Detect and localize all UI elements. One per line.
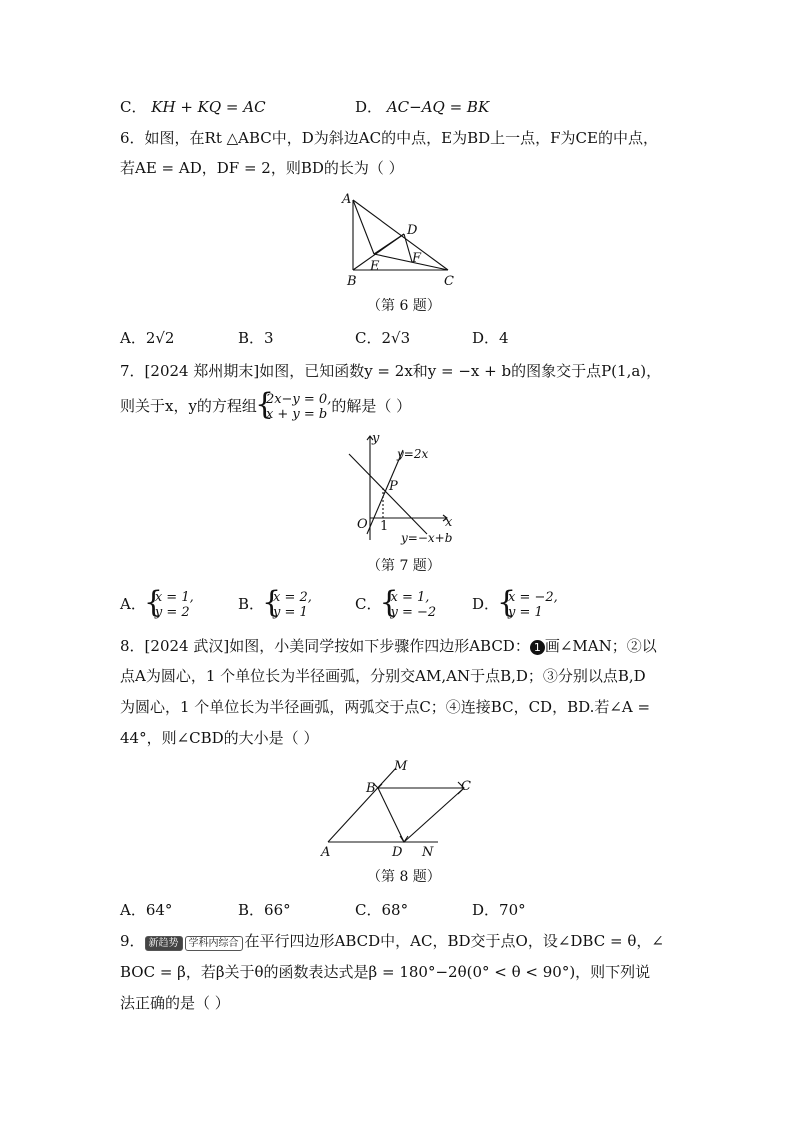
option-system (264, 590, 312, 620)
q7-option-a (120, 590, 194, 620)
q7-line-2-post: 的解是（ ） (331, 397, 412, 415)
option-label: C． (355, 595, 382, 613)
q7-label-origin: O (357, 517, 368, 532)
q7-label-one: 1 (380, 519, 389, 534)
q6-line-1: 6．如图，在Rt △ABC中，D为斜边AC的中点，E为BD上一点，F为CE的中点， (120, 129, 658, 147)
option-system-bottom: y = 1 (508, 605, 543, 620)
q6-caption: （第 6 题） (367, 298, 441, 314)
q8-option-c: C．68° (355, 901, 409, 919)
option-system (146, 590, 194, 620)
option-label: B． (238, 595, 265, 613)
option-c-prev (120, 97, 266, 117)
q8-label-c: C (461, 779, 471, 794)
q6-label-a: A (342, 192, 352, 207)
q7-system-bottom: x + y = b (265, 407, 328, 422)
q9-line-3: 法正确的是（ ） (120, 994, 230, 1012)
q7-label-line2: y=−x+b (401, 531, 453, 545)
q6-line-2: 若AE = AD，DF = 2，则BD的长为（ ） (120, 159, 404, 177)
q6-figure (330, 188, 465, 288)
q7-line-1: 7．[2024 郑州期末]如图，已知函数y = 2x和y = −x + b的图象交于点P(1,a)， (120, 362, 662, 380)
q7-label-line1: y=2x (397, 447, 429, 461)
q9-line-2: BOC = β，若β关于θ的函数表达式是β = 180°−2θ(0° < θ < 90°)，则下列说 (120, 963, 651, 981)
q8-caption: （第 8 题） (367, 869, 441, 885)
q9-line-1 (120, 931, 664, 951)
q7-system-top: 2x−y = 0, (265, 392, 332, 407)
option-d-prev (355, 97, 489, 117)
q7-option-c (355, 590, 436, 620)
q7-line-2-pre: 则关于x，y的方程组 (120, 397, 257, 415)
q7-line-2 (120, 392, 411, 422)
q8-figure (318, 756, 478, 861)
option-system-top: x = 1, (390, 590, 430, 605)
option-label: A． (120, 595, 146, 613)
q8-label-a: A (321, 845, 331, 860)
option-system (499, 590, 558, 620)
q8-label-b: B (366, 781, 376, 796)
q6-label-d: D (407, 223, 418, 238)
q7-label-p: P (389, 479, 398, 494)
q8-line-1-post: 画∠MAN；②以 (544, 637, 657, 655)
option-system-bottom: y = 2 (154, 605, 190, 620)
q9-number: 9． (120, 932, 145, 950)
q6-label-b: B (347, 274, 357, 288)
q8-option-b: B．66° (238, 901, 291, 919)
q8-label-m: M (394, 759, 408, 774)
q8-line-1-pre: 8．[2024 武汉]如图，小美同学按如下步骤作四边形ABCD： (120, 637, 530, 655)
q6-option-d: D．4 (472, 329, 509, 347)
q8-label-d: D (392, 845, 403, 860)
q8-line-4: 44°，则∠CBD的大小是（ ） (120, 729, 319, 747)
q7-figure (335, 430, 460, 548)
option-expr: AC−AQ = BK (386, 98, 490, 116)
option-system-bottom: y = −2 (390, 605, 437, 620)
q8-label-n: N (422, 845, 434, 860)
option-label: C． (120, 98, 147, 116)
option-label: D． (355, 98, 383, 116)
q7-option-d (472, 590, 558, 620)
q7-option-b (238, 590, 312, 620)
option-system-top: x = 2, (273, 590, 312, 605)
q9-line-1-text: 在平行四边形ABCD中，AC，BD交于点O，设∠DBC = θ，∠ (244, 932, 664, 950)
option-label: D． (472, 595, 500, 613)
q6-option-b: B．3 (238, 329, 274, 347)
option-system (381, 590, 436, 620)
q6-label-c: C (444, 274, 454, 288)
q6-option-c: C．2√3 (355, 329, 411, 347)
trend-badge: 新趋势 (145, 936, 183, 951)
option-expr: KH + KQ = AC (151, 98, 266, 116)
option-system-top: x = 1, (154, 590, 194, 605)
q7-label-x: x (445, 515, 453, 530)
q6-label-f: F (412, 251, 422, 266)
option-system-bottom: y = 1 (273, 605, 308, 620)
q7-caption: （第 7 题） (367, 558, 441, 574)
q8-line-2: 点A为圆心，1 个单位长为半径画弧，分别交AM,AN于点B,D；③分别以点B,D (120, 667, 646, 685)
q8-option-a: A．64° (120, 901, 173, 919)
q8-option-d: D．70° (472, 901, 526, 919)
q8-line-3: 为圆心，1 个单位长为半径画弧，两弧交于点C；④连接BC，CD，BD.若∠A = (120, 698, 651, 716)
q7-label-y: y (372, 431, 380, 446)
q7-system (257, 392, 331, 422)
q8-line-1 (120, 636, 657, 656)
q6-label-e: E (370, 259, 380, 274)
q6-option-a: A．2√2 (120, 329, 175, 347)
topic-badge: 学科内综合 (185, 936, 243, 951)
step-one-icon: 1 (530, 640, 545, 655)
option-system-top: x = −2, (508, 590, 558, 605)
